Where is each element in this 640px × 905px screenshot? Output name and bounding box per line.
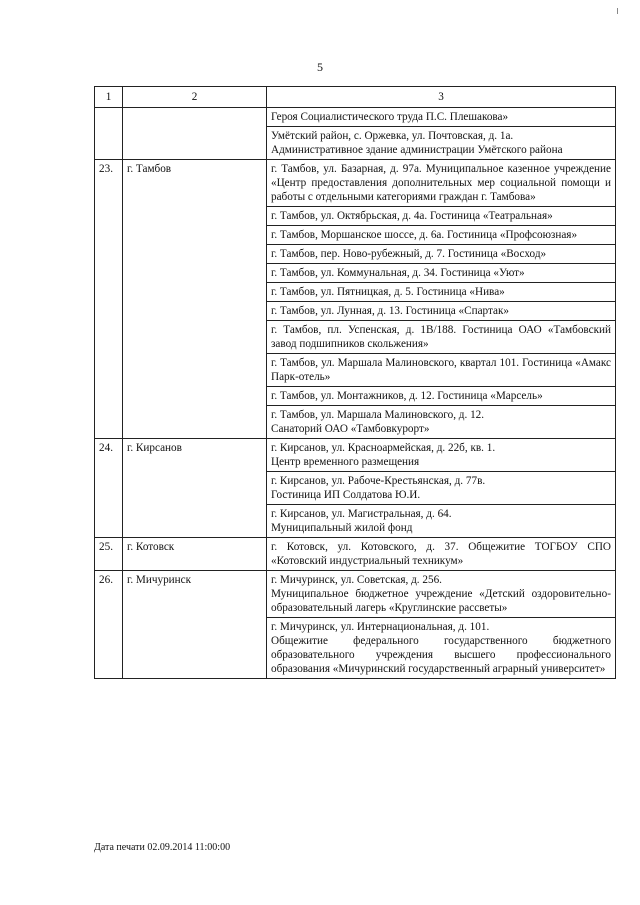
- address-line: г. Мичуринск, ул. Советская, д. 256.: [271, 574, 442, 586]
- address-line: г. Тамбов, пер. Ново-рубежный, д. 7. Гостиница «Восход»: [271, 248, 547, 260]
- address-cell: [267, 226, 616, 245]
- address-line: Санаторий ОАО «Тамбовкурорт»: [271, 423, 430, 435]
- address-cell: [267, 538, 616, 571]
- address-cell: [267, 321, 616, 354]
- corner-mark: [617, 8, 618, 14]
- address-cell: [267, 283, 616, 302]
- address-line: г. Котовск, ул. Котовского, д. 37. Общежитие ТОГБОУ СПО «Котовский индустриальный техникум»: [271, 541, 611, 567]
- table-row: [95, 160, 616, 207]
- address-line: Муниципальное бюджетное учреждение «Детский оздоровительно-образовательный лагерь «Круглинские рассветы»: [271, 588, 611, 614]
- city-cell: г. Кирсанов: [123, 439, 267, 538]
- address-line: г. Тамбов, ул. Монтажников, д. 12. Гостиница «Марсель»: [271, 390, 543, 402]
- address-line: г. Тамбов, ул. Лунная, д. 13. Гостиница «Спартак»: [271, 305, 510, 317]
- city-cell: г. Тамбов: [123, 160, 267, 439]
- address-cell: [267, 264, 616, 283]
- address-line: Гостиница ИП Солдатова Ю.И.: [271, 489, 421, 501]
- header-col-1: 1: [95, 87, 123, 108]
- address-line: г. Мичуринск, ул. Интернациональная, д. 101.: [271, 621, 490, 633]
- header-col-3: 3: [267, 87, 616, 108]
- address-line: г. Кирсанов, ул. Магистральная, д. 64.: [271, 508, 452, 520]
- city-cell: [123, 108, 267, 160]
- address-cell: [267, 207, 616, 226]
- address-line: Центр временного размещения: [271, 456, 420, 468]
- table-body: [95, 108, 616, 679]
- address-cell: [267, 302, 616, 321]
- row-number-cell: 25.: [95, 538, 123, 571]
- page-number: 5: [317, 60, 323, 74]
- table-row: [95, 571, 616, 618]
- row-number-cell: 24.: [95, 439, 123, 538]
- address-line: г. Тамбов, Моршанское шоссе, д. 6а. Гостиница «Профсоюзная»: [271, 229, 578, 241]
- address-cell: [267, 505, 616, 538]
- header-col-2: 2: [123, 87, 267, 108]
- print-date-footer: Дата печати 02.09.2014 11:00:00: [94, 842, 231, 853]
- address-line: Административное здание администрации Умётского района: [271, 144, 563, 156]
- address-cell: [267, 354, 616, 387]
- address-line: Муниципальный жилой фонд: [271, 522, 413, 534]
- address-cell: [267, 245, 616, 264]
- address-line: г. Тамбов, пл. Успенская, д. 1В/188. Гостиница ОАО «Тамбовский завод подшипников скольжения»: [271, 324, 611, 350]
- table-header-row: [95, 87, 616, 108]
- address-cell: [267, 108, 616, 127]
- table-row: [95, 108, 616, 127]
- address-line: г. Тамбов, ул. Октябрьская, д. 4а. Гостиница «Театральная»: [271, 210, 553, 222]
- address-line: Умётский район, с. Оржевка, ул. Почтовская, д. 1а.: [271, 130, 514, 142]
- address-cell: [267, 472, 616, 505]
- address-line: г. Тамбов, ул. Базарная, д. 97а. Муниципальное казенное учреждение «Центр предоставления дополнительных мер социальной помощи и работы с отдельными категориями граждан г. Тамбова»: [271, 163, 611, 203]
- city-cell: г. Мичуринск: [123, 571, 267, 679]
- address-line: г. Тамбов, ул. Коммунальная, д. 34. Гостиница «Уют»: [271, 267, 525, 279]
- row-number-cell: 26.: [95, 571, 123, 679]
- address-line: Общежитие федерального государственного бюджетного образовательного учреждения высшего профессионального образования «Мичуринский государственный аграрный университет»: [271, 635, 611, 675]
- address-line: г. Тамбов, ул. Пятницкая, д. 5. Гостиница «Нива»: [271, 286, 505, 298]
- address-cell: [267, 618, 616, 679]
- table-row: [95, 439, 616, 472]
- address-line: г. Кирсанов, ул. Рабоче-Крестьянская, д. 77в.: [271, 475, 486, 487]
- address-line: г. Тамбов, ул. Маршала Малиновского, квартал 101. Гостиница «Амакс Парк-отель»: [271, 357, 611, 383]
- address-cell: [267, 439, 616, 472]
- row-number-cell: [95, 108, 123, 160]
- address-cell: [267, 160, 616, 207]
- row-number-cell: 23.: [95, 160, 123, 439]
- address-cell: [267, 127, 616, 160]
- address-line: г. Кирсанов, ул. Красноармейская, д. 22б, кв. 1.: [271, 442, 496, 454]
- address-cell: [267, 406, 616, 439]
- table-row: [95, 538, 616, 571]
- address-cell: [267, 571, 616, 618]
- address-line: Героя Социалистического труда П.С. Плешакова»: [271, 111, 509, 123]
- city-cell: г. Котовск: [123, 538, 267, 571]
- shelter-table: [94, 86, 616, 679]
- address-line: г. Тамбов, ул. Маршала Малиновского, д. 12.: [271, 409, 485, 421]
- address-cell: [267, 387, 616, 406]
